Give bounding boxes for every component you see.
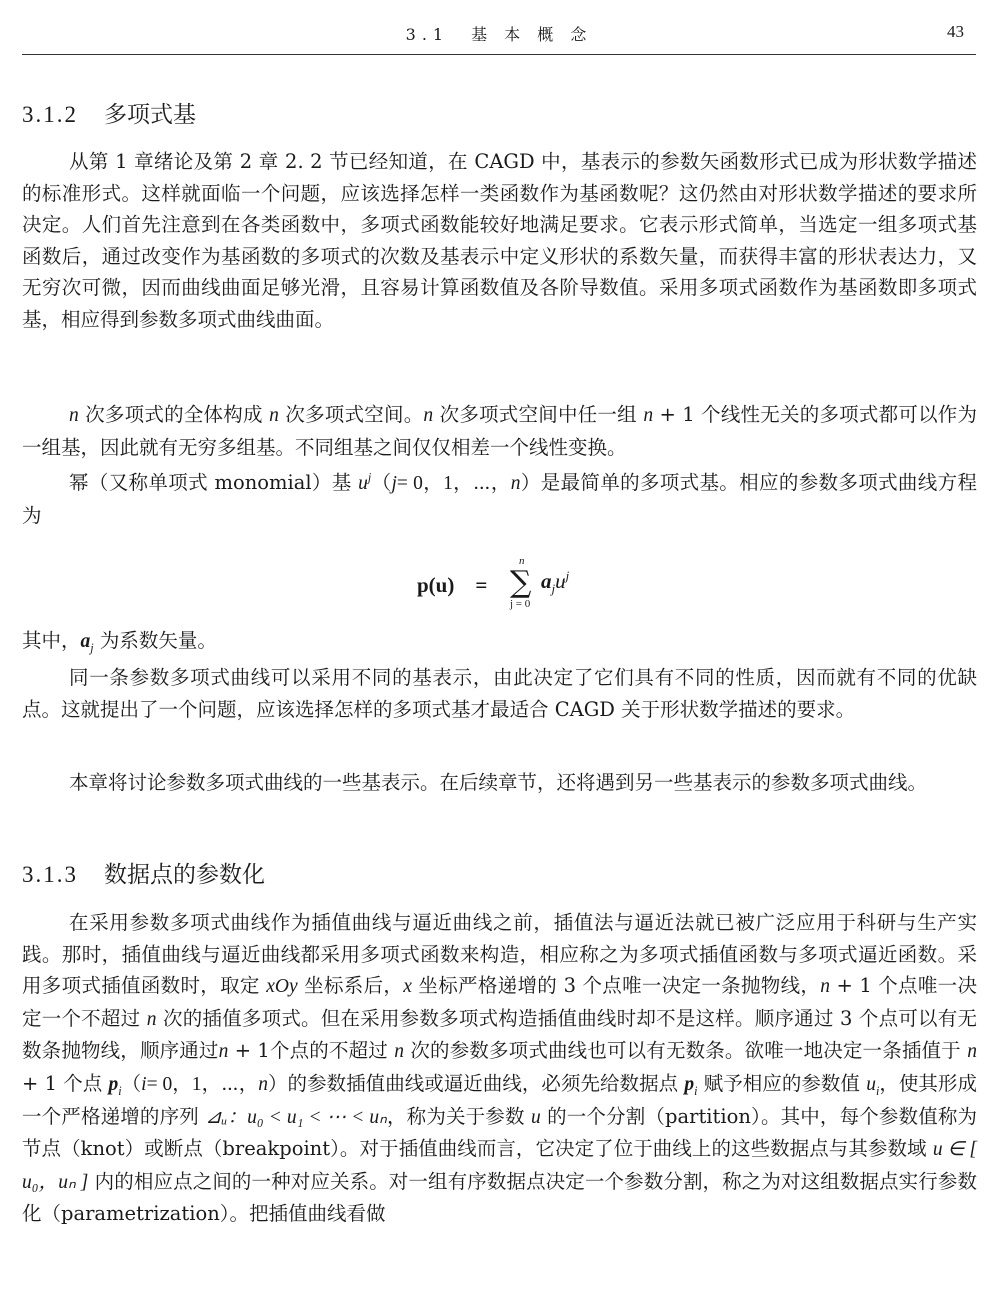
math-u: u: [358, 473, 368, 494]
math-n: n: [146, 1008, 157, 1030]
text-run: 幂（又称单项式 monomial）基: [69, 471, 352, 494]
paragraph-5: 同一条参数多项式曲线可以采用不同的基表示，由此决定了它们具有不同的性质，因而就有不同的优缺点。这就提出了一个问题，应该选择怎样的多项式基才最适合 CAGD 关于形状数学描述的要求。: [22, 666, 977, 721]
section-title: 多项式基: [104, 102, 196, 128]
coef-sub: j: [551, 581, 556, 597]
paragraph-7: [22, 907, 977, 1230]
math-xoy: xOy: [266, 976, 298, 998]
section-number: 3.1.2: [22, 102, 78, 127]
text-run: 在采用参数多项式曲线作为插值曲线与逼近曲线之前，插值法与逼近法就已被广泛应用于科研与生产实践。那时，插值曲线与逼近曲线都采用多项式函数来构造，相应称之为多项式插值函数与多项式逼近函数。采用多项式插值函数时，取定: [22, 911, 977, 998]
text-run: = 0，1，⋯，: [396, 473, 511, 494]
section-heading-3-1-3: [22, 856, 265, 889]
math-i: i: [694, 1083, 698, 1098]
text-run: 内的相应点之间的一种对应关系。对一组有序数据点决定一个参数分割，称之为对这组数据点实行参数化（parametrization）。把插值曲线看做: [22, 1169, 977, 1226]
term-sup: j: [565, 568, 570, 583]
text-run: 坐标系后，: [304, 974, 404, 998]
text-run: + 1 个点: [22, 1071, 103, 1095]
text-run: 坐标严格递增的 3 个点唯一决定一条抛物线，: [418, 974, 821, 998]
math-n: n: [967, 1041, 977, 1063]
math-n: n: [69, 405, 79, 426]
equation-lhs: [417, 569, 487, 599]
math-n: n: [820, 976, 830, 998]
text-run: + 1 个线性无关的多项式都可以作为一组基，因此就有无穷多组基。不同组基之间仅仅相差一个线性变换。: [22, 403, 978, 459]
section-title: 数据点的参数化: [104, 862, 265, 888]
text-run: 次多项式空间中任一组: [439, 403, 637, 426]
text-run: ）的参数插值曲线或逼近曲线，必须先给数据点: [267, 1071, 679, 1095]
text-run: （: [371, 471, 392, 494]
equation-term: [541, 568, 570, 597]
math-p: p: [108, 1073, 119, 1095]
text-run: 次多项式空间。: [285, 403, 424, 426]
math-i: i: [118, 1083, 122, 1098]
math-n: n: [643, 405, 654, 426]
section-heading-3-1-2: [22, 96, 196, 129]
equation-monomial: [0, 555, 998, 619]
sum-lower-limit: j = 0: [510, 598, 531, 610]
paragraph-1: 从第 1 章绪论及第 2 章 2. 2 节已经知道，在 CAGD 中，基表示的参数矢函数形式已成为形状数学描述的标准形式。这样就面临一个问题，应该选择怎样一类函数作为基函数呢？这仍然由对形状数学描述的要求所决定。人们首先注意到在各类函数中，多项式函数能较好地满足要求。它表示形式简单，当选定一组多项式基函数后，通过改变作为基函数的多项式的次数及基表示中定义形状的系数矢量，而获得丰富的形状表达力，又无穷次可微，因而曲线曲面足够光滑，且容易计算函数值及各阶导数值。采用多项式函数作为基函数即多项式基，相应得到参数多项式曲线曲面。: [22, 150, 977, 331]
term-var: u: [555, 569, 566, 593]
text-run: 次的插值多项式。但在采用参数多项式构造插值曲线时却不是这样。顺序通过 3 个点可以有无数条抛物线，顺序通过: [22, 1006, 978, 1063]
sum-upper-limit: n: [519, 555, 525, 567]
math-n: n: [510, 473, 521, 494]
math-i: i: [875, 1083, 880, 1098]
text-run: ）是最简单的多项式基。相应的参数多项式曲线方程为: [22, 471, 977, 527]
math-n: n: [218, 1041, 229, 1063]
math-j: j: [391, 473, 397, 494]
math-p: p: [684, 1073, 695, 1095]
equation-lhs-text: p(u) =: [417, 573, 488, 597]
paragraph-2: [22, 399, 977, 463]
math-n: n: [394, 1041, 405, 1063]
math-j: j: [90, 640, 94, 655]
page-number: 43: [947, 22, 964, 41]
parameter-domain: u ∈ [ u₀，uₙ ]: [22, 1139, 978, 1193]
text-run: ，称为关于参数: [386, 1104, 525, 1128]
text-run: （: [121, 1071, 142, 1095]
math-i: i: [141, 1073, 147, 1095]
math-x: x: [403, 976, 412, 998]
math-j: j: [367, 470, 372, 485]
text-run: 的一个分割（partition）。其中，每个参数值称为节点（knot）或断点（breakpoint）。对于插值曲线而言，它决定了位于曲线上的这些数据点与其参数域: [22, 1104, 978, 1161]
math-u: u: [866, 1073, 876, 1095]
math-n: n: [258, 1073, 268, 1095]
text-run: 次多项式的全体构成: [85, 403, 263, 426]
summation-sign: ∑: [510, 565, 532, 600]
text-run: 为系数矢量。: [99, 629, 217, 652]
running-header-section: 3.1 基 本 概 念: [405, 25, 593, 44]
paragraph-3: [22, 467, 977, 531]
paragraph-6: 本章将讨论参数多项式曲线的一些基表示。在后续章节，还将遇到另一些基表示的参数多项式曲线。: [69, 771, 928, 794]
text-run: + 1个点的不超过: [234, 1039, 388, 1063]
math-u: u: [530, 1106, 541, 1128]
text-run: ，使其形成一个严格递增的序列: [22, 1071, 977, 1128]
math-n: n: [269, 405, 279, 426]
coef-vector: a: [541, 569, 552, 593]
text-run: 其中，: [22, 629, 81, 652]
text-run: + 1 个点唯一决定一个不超过: [22, 974, 977, 1030]
partition-sequence: ⊿ᵤ：u₀ < u₁ < ⋯ < uₙ: [205, 1106, 387, 1128]
running-header: [22, 0, 976, 55]
text-run: 次的参数多项式曲线也可以有无数条。欲唯一地决定一条插值于: [410, 1039, 961, 1063]
paragraph-4: [22, 625, 977, 658]
text-run: = 0，1，⋯，: [146, 1073, 259, 1095]
text-run: 赋予相应的参数值: [703, 1071, 860, 1095]
math-a: a: [80, 631, 91, 652]
section-number: 3.1.3: [22, 862, 78, 887]
math-n: n: [423, 405, 434, 426]
